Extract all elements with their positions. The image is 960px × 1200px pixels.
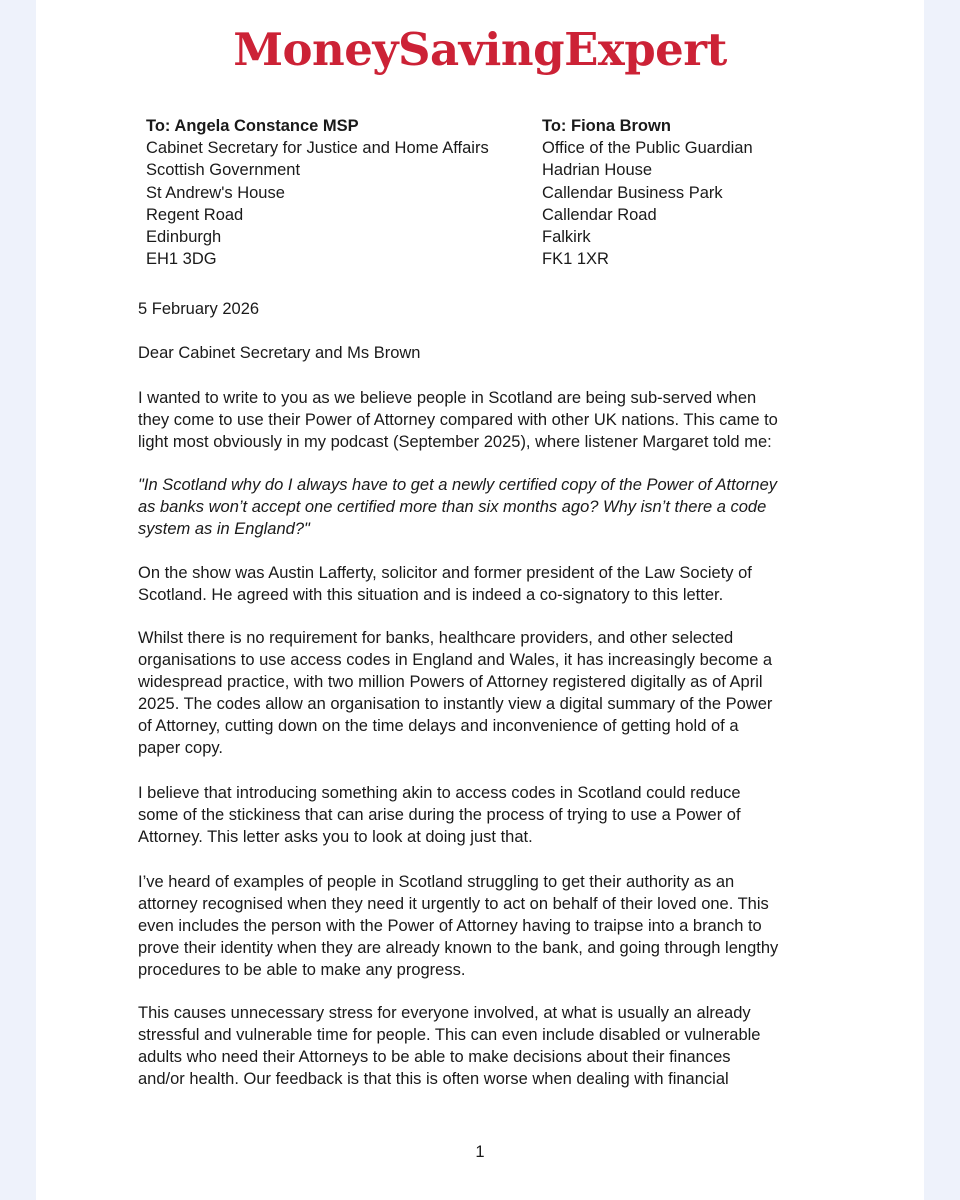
letter-date: 5 February 2026 xyxy=(138,300,260,318)
text-line: they come to use their Power of Attorney compared with other UK nations. This came to xyxy=(138,411,778,429)
text-line: paper copy. xyxy=(138,739,223,757)
body-paragraph xyxy=(138,871,838,981)
text-line: I wanted to write to you as we believe people in Scotland are being sub-served when xyxy=(138,389,757,407)
address-line: Hadrian House xyxy=(542,161,653,180)
address-line: Office of the Public Guardian xyxy=(542,139,753,158)
text-line: attorney recognised when they need it urgently to act on behalf of their loved one. This xyxy=(138,895,769,913)
text-line: light most obviously in my podcast (September 2025), where listener Margaret told me: xyxy=(138,433,772,451)
address-line: Falkirk xyxy=(542,228,591,247)
recipient-name: To: Angela Constance MSP xyxy=(146,117,359,135)
recipient-address-right xyxy=(542,115,753,270)
body-paragraph xyxy=(138,782,838,848)
address-line: St Andrew's House xyxy=(146,183,285,202)
text-line: Whilst there is no requirement for banks, healthcare providers, and other selected xyxy=(138,629,734,647)
text-line: of Attorney, cutting down on the time delays and inconvenience of getting hold of a xyxy=(138,717,739,735)
text-line: procedures to be able to make any progress. xyxy=(138,961,466,979)
address-line: EH1 3DG xyxy=(146,250,217,269)
text-line: as banks won’t accept one certified more than six months ago? Why isn’t there a code xyxy=(138,498,767,516)
text-line: 2025. The codes allow an organisation to instantly view a digital summary of the Power xyxy=(138,695,773,713)
address-line: FK1 1XR xyxy=(542,250,609,269)
page-number: 1 xyxy=(475,1143,485,1161)
salutation: Dear Cabinet Secretary and Ms Brown xyxy=(138,344,421,362)
text-line: Scotland. He agreed with this situation and is indeed a co-signatory to this letter. xyxy=(138,586,724,604)
text-line: I’ve heard of examples of people in Scotland struggling to get their authority as an xyxy=(138,873,735,891)
text-line: adults who need their Attorneys to be able to make decisions about their finances xyxy=(138,1048,731,1066)
text-line: and/or health. Our feedback is that this is often worse when dealing with financial xyxy=(138,1070,729,1088)
body-paragraph xyxy=(138,627,838,759)
address-line: Scottish Government xyxy=(146,161,301,180)
recipient-address-left xyxy=(146,115,489,270)
address-line: Cabinet Secretary for Justice and Home Affairs xyxy=(146,139,489,158)
address-line: Regent Road xyxy=(146,205,244,224)
text-line: On the show was Austin Lafferty, solicitor and former president of the Law Society of xyxy=(138,564,752,582)
body-paragraph xyxy=(138,387,838,453)
address-line: Callendar Business Park xyxy=(542,183,723,202)
letter-page xyxy=(36,0,924,1200)
text-line: system as in England?" xyxy=(138,520,310,538)
recipient-name: To: Fiona Brown xyxy=(542,117,671,135)
listener-quote xyxy=(138,474,838,540)
address-line: Edinburgh xyxy=(146,228,222,247)
text-line: "In Scotland why do I always have to get a newly certified copy of the Power of Attorney xyxy=(138,476,778,494)
text-line: prove their identity when they are already known to the bank, and going through lengthy xyxy=(138,939,779,957)
text-line: stressful and vulnerable time for people. This can even include disabled or vulnerable xyxy=(138,1026,761,1044)
address-line: Callendar Road xyxy=(542,205,657,224)
text-line: widespread practice, with two million Powers of Attorney registered digitally as of April xyxy=(138,673,763,691)
text-line: some of the stickiness that can arise during the process of trying to use a Power of xyxy=(138,806,741,824)
moneysavingexpert-logo: MoneySavingExpert xyxy=(233,23,727,76)
text-line: Attorney. This letter asks you to look at doing just that. xyxy=(138,828,533,846)
body-paragraph xyxy=(138,1002,838,1090)
body-paragraph xyxy=(138,562,838,606)
text-line: organisations to use access codes in England and Wales, it has increasingly become a xyxy=(138,651,773,669)
text-line: This causes unnecessary stress for everyone involved, at what is usually an already xyxy=(138,1004,751,1022)
text-line: even includes the person with the Power of Attorney having to traipse into a branch to xyxy=(138,917,762,935)
text-line: I believe that introducing something akin to access codes in Scotland could reduce xyxy=(138,784,741,802)
